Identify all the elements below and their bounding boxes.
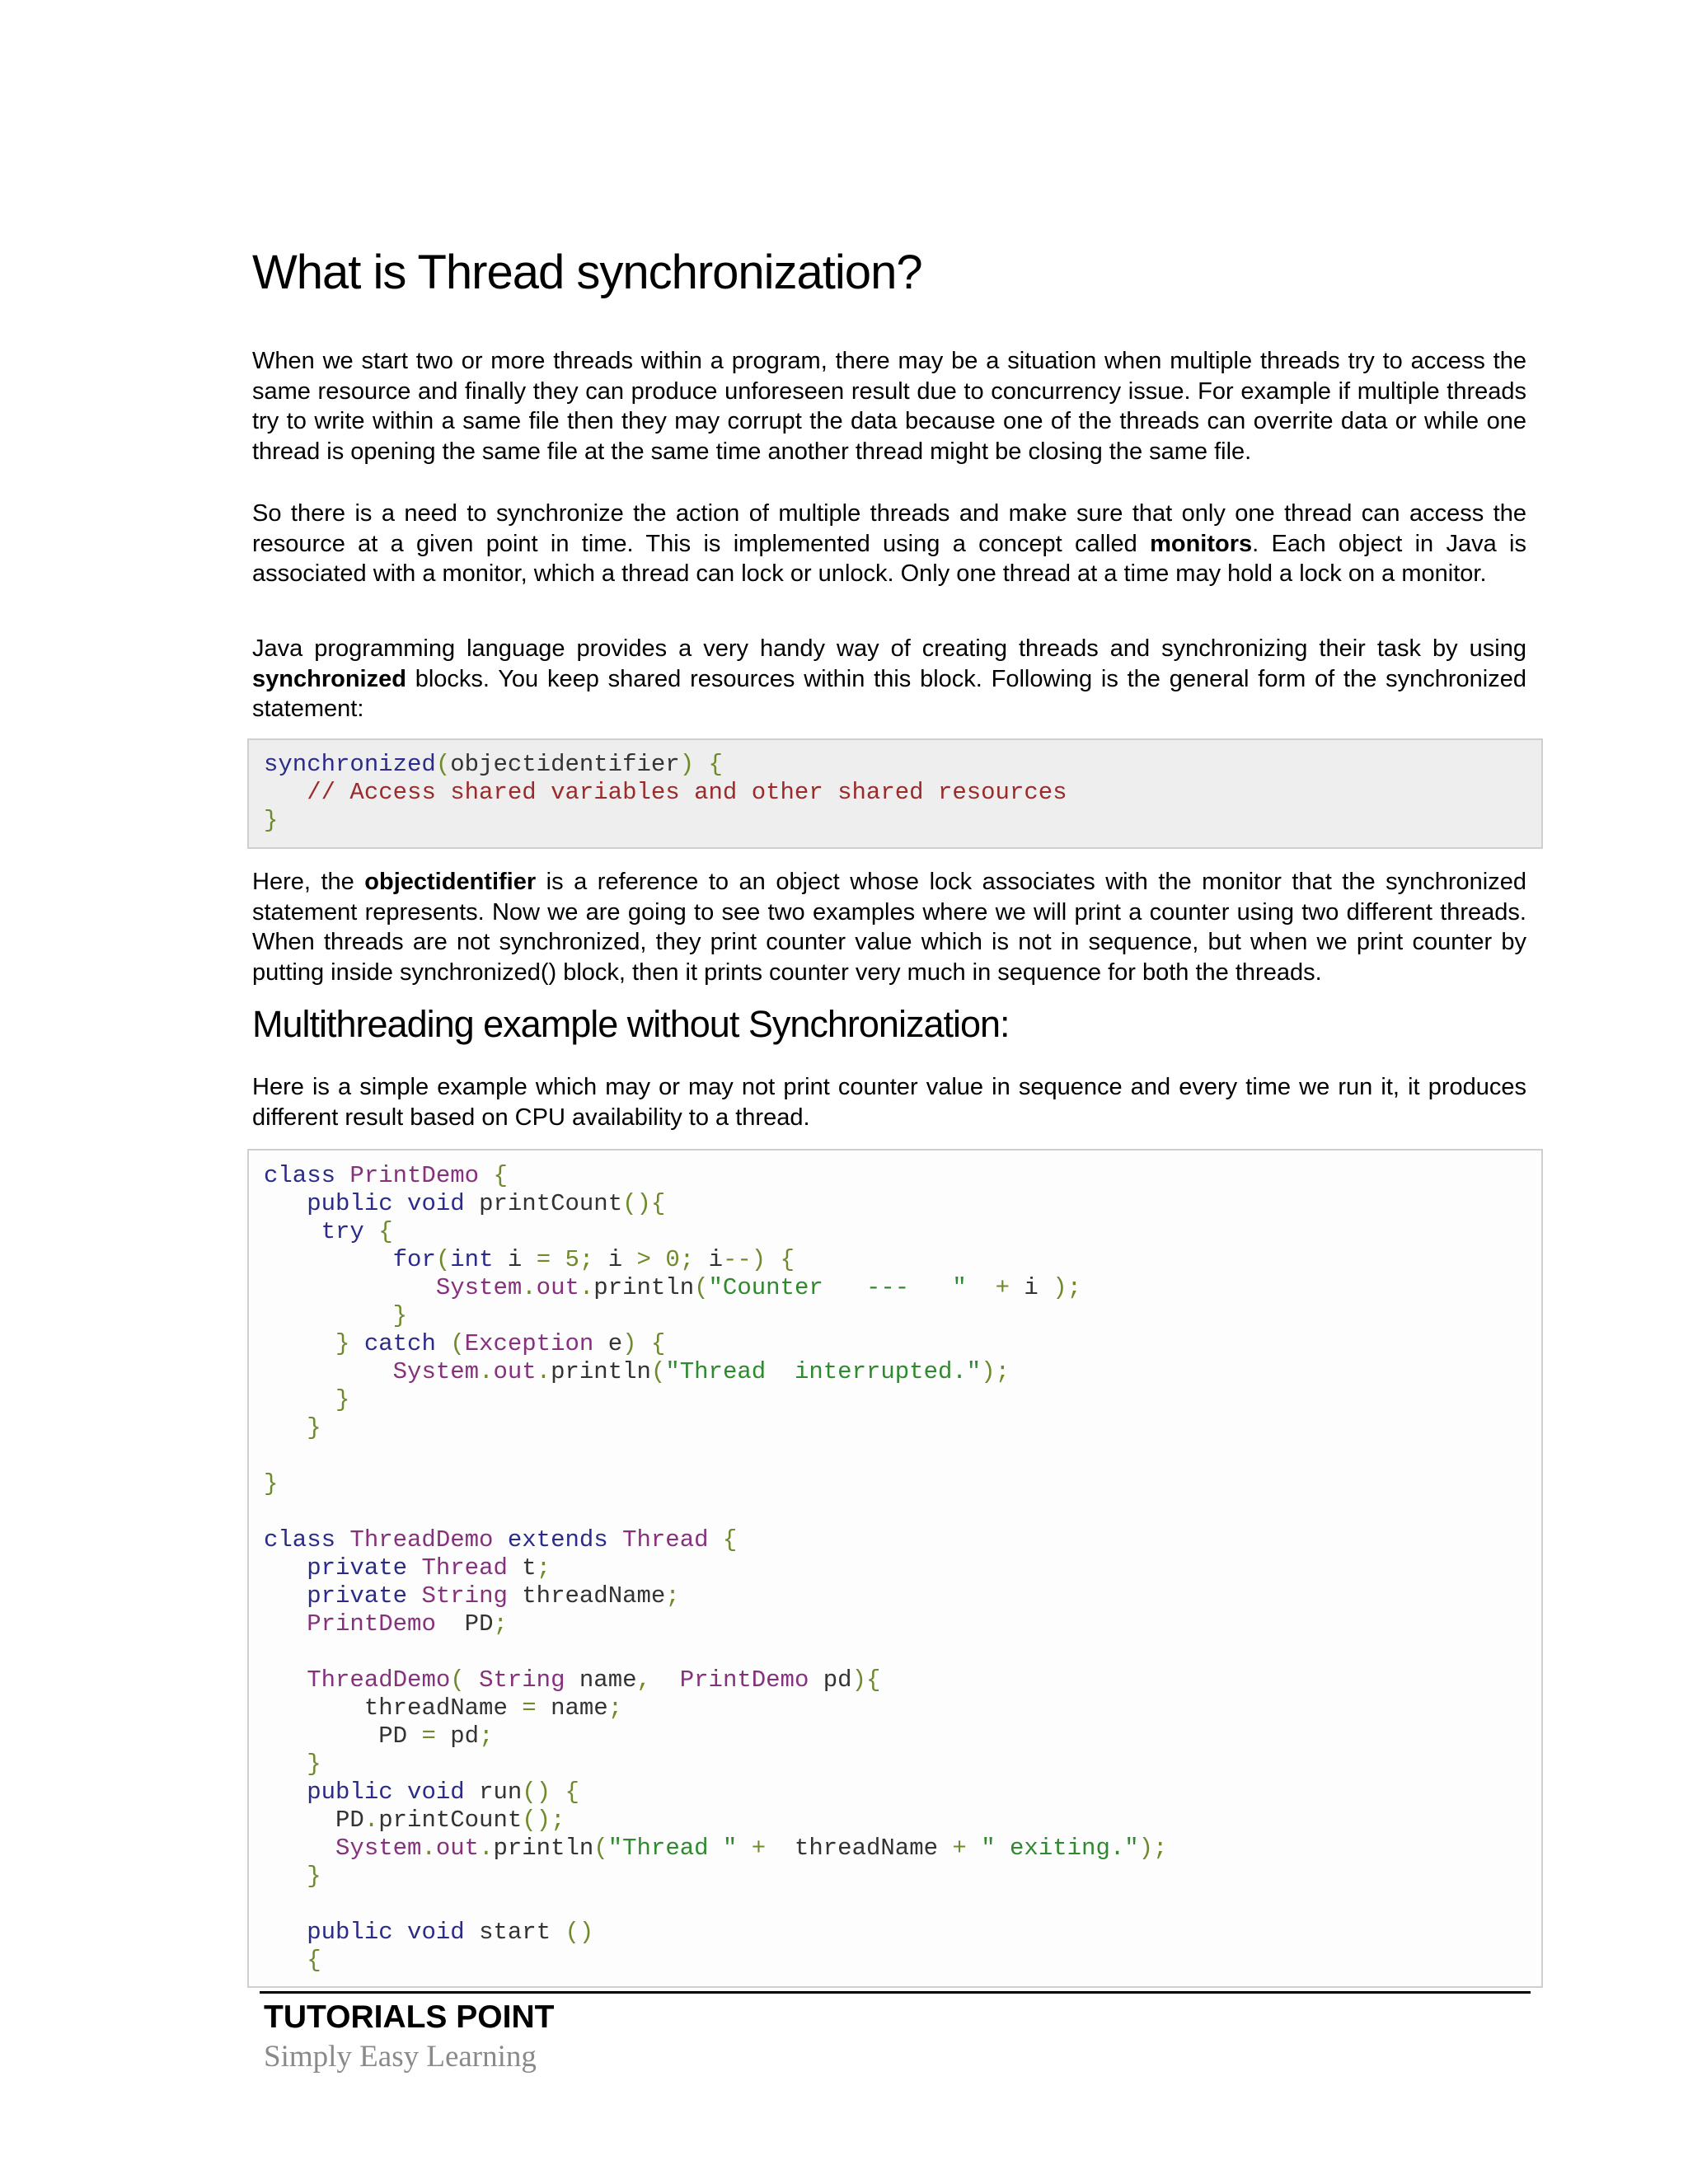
synchronized-paragraph: Java programming language provides a very handy way of creating threads and synchronizing their task by using synchronized blocks. You keep shared resources within this block. Following is the general form of the synchronized statement: (252, 635, 1526, 722)
footer-divider (260, 1991, 1531, 1994)
page-title: What is Thread synchronization? (252, 246, 922, 299)
objectidentifier-paragraph: Here, the objectidentifier is a reference to an object whose lock associates with the monitor that the synchronized statement represents. Now we are going to see two examples where we will print a counter using two different threads. When threads are not synchronized, they print counter value which is not in sequence, but when we print counter by putting inside synchronized() block, then it prints counter very much in sequence for both the threads. (252, 869, 1526, 986)
example-code-block: class PrintDemo { public void printCount(){ try { for(int i = 5; i > 0; i--) { System.out.println("Counter --- " + i ); } } catch (Exception e) { System.out.println("Thread interrupted."); } } } class ThreadDemo extends Thread { private Thread t; private String threadName; PrintDemo PD; ThreadDemo( String name, PrintDemo pd){ threadName = name; PD = pd; } public void run() { PD.printCount(); System.out.println("Thread " + threadName + " exiting."); } public void start () { (247, 1149, 1543, 1988)
monitors-term: monitors (1150, 530, 1253, 557)
code-comment: // Access shared variables and other shared resources (307, 779, 1067, 806)
monitor-paragraph: So there is a need to synchronize the action of multiple threads and make sure that only one thread can access the resource at a given point in time. This is implemented using a concept called monitors. Each object in Java is associated with a monitor, which a thread can lock or unlock. Only one thread at a time may hold a lock on a monitor. (252, 500, 1526, 587)
example-intro-paragraph: Here is a simple example which may or may not print counter value in sequence and every time we run it, it produces different result based on CPU availability to a thread. (252, 1074, 1526, 1131)
synchronized-syntax-code-block: synchronized(objectidentifier) { // Access shared variables and other shared resources } (247, 738, 1543, 849)
footer-tagline: Simply Easy Learning (264, 2040, 537, 2074)
section-heading: Multithreading example without Synchronization: (252, 1003, 1010, 1045)
intro-paragraph: When we start two or more threads within a program, there may be a situation when multiple threads try to access the same resource and finally they can produce unforeseen result due to concurrency issue. For example if multiple threads try to write within a same file then they may corrupt the data because one of the threads can overrite data or while one thread is opening the same file at the same time another thread might be closing the same file. (252, 348, 1526, 465)
objectidentifier-term: objectidentifier (364, 869, 537, 895)
synchronized-term: synchronized (252, 665, 406, 692)
footer-brand: TUTORIALS POINT (264, 1999, 555, 2035)
